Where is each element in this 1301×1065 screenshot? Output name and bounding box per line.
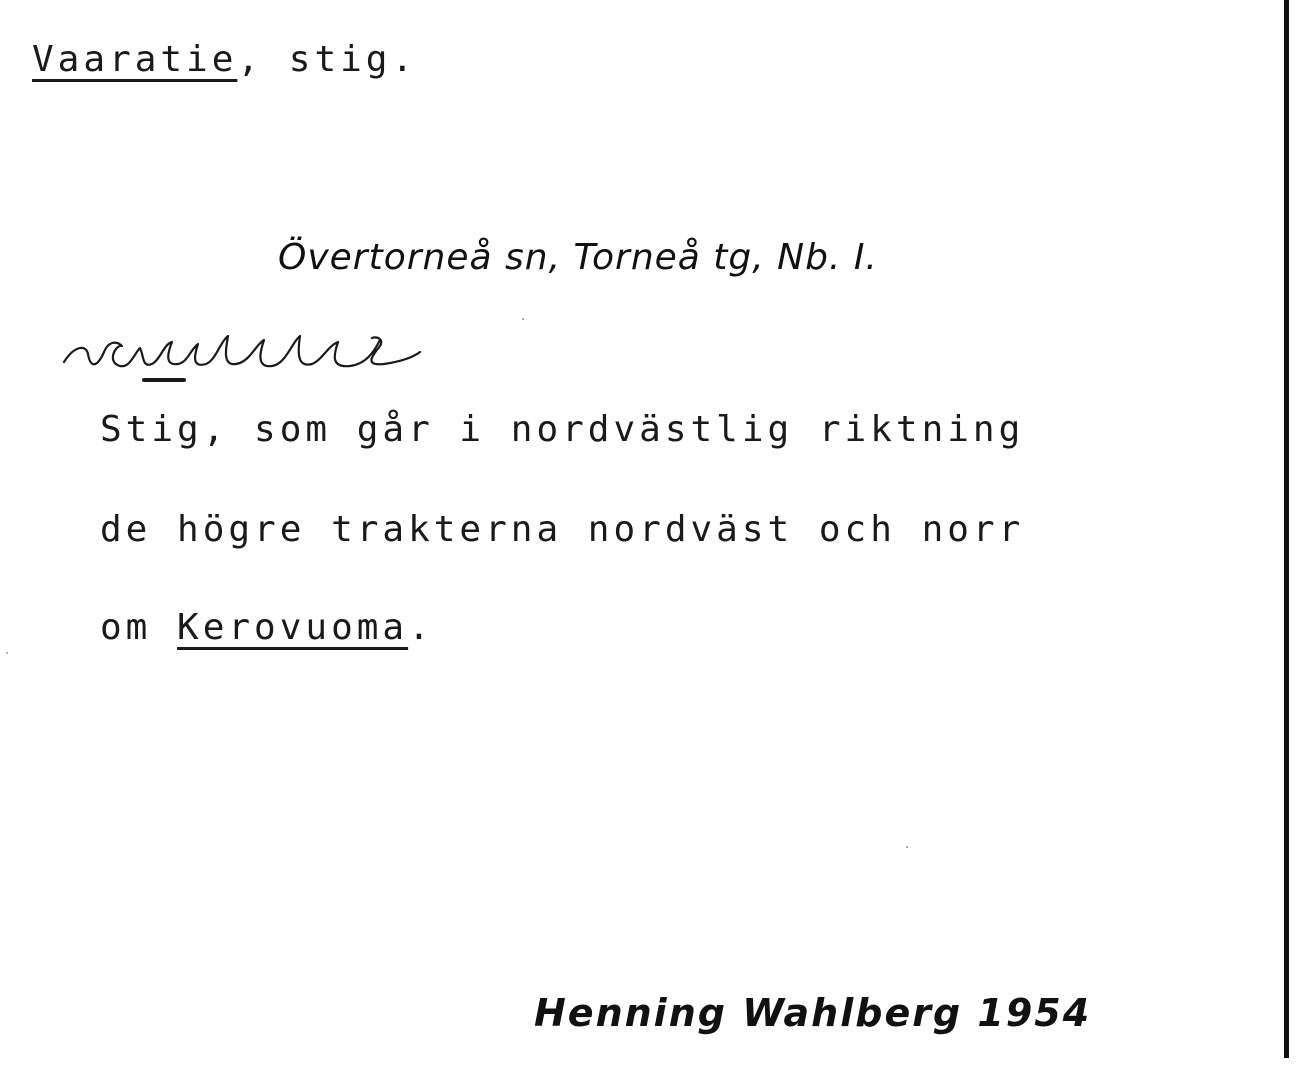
signature: Henning Wahlberg 1954 — [534, 991, 1092, 1035]
description-line-3 — [100, 606, 434, 650]
headword-line — [32, 38, 417, 82]
scan-speck — [906, 846, 908, 848]
handwritten-form — [60, 322, 430, 392]
headword-separator: , — [237, 39, 264, 80]
headword-gloss: stig. — [288, 39, 418, 80]
line-suffix: . — [408, 607, 434, 648]
card-edge-border — [1284, 0, 1289, 1058]
line-prefix: om — [100, 607, 178, 648]
parish-location: Övertorneå sn, Torneå tg, Nb. I. — [278, 237, 878, 278]
description-line-2: de högre trakterna nordväst och norr — [100, 509, 1025, 550]
headword: Vaaratie — [32, 39, 238, 80]
place-name: Kerovuoma — [177, 607, 409, 648]
scan-speck — [522, 318, 524, 320]
scan-speck — [6, 652, 8, 654]
description-line-1: Stig, som går i nordvästlig riktning — [100, 409, 1025, 450]
